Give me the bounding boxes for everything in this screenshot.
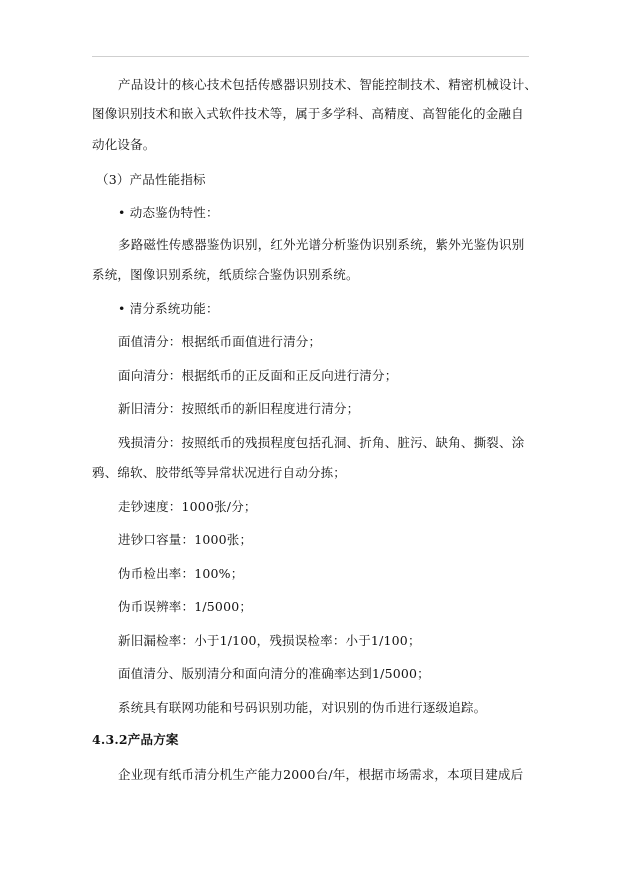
item-fitness-sorting: 新旧清分：按照纸币的新旧程度进行清分； (118, 401, 360, 416)
product-plan-paragraph-line-1: 企业现有纸币清分机生产能力2000台/年，根据市场需求，本项目建成后 (118, 767, 524, 782)
item-feed-speed: 走钞速度：1000张/分； (118, 499, 257, 514)
authentication-paragraph-line-1: 多路磁性传感器鉴伪识别，红外光谱分析鉴伪识别系统，紫外光鉴伪识别 (118, 237, 525, 252)
heading-product-plan: 4.3.2产品方案 (92, 732, 179, 747)
item-counterfeit-misjudge-rate: 伪币误辨率：1/5000； (118, 599, 253, 614)
item-denomination-sorting: 面值清分：根据纸币面值进行清分； (118, 334, 322, 349)
authentication-paragraph-line-2: 系统，图像识别系统，纸质综合鉴伪识别系统。 (92, 267, 359, 282)
item-damage-sorting-line-2: 鸦、绵软、胶带纸等异常状况进行自动分拣； (92, 465, 347, 480)
item-orientation-sorting: 面向清分：根据纸币的正反面和正反向进行清分； (118, 368, 398, 383)
intro-paragraph-line-2: 图像识别技术和嵌入式软件技术等，属于多学科、高精度、高智能化的金融自 (92, 106, 524, 121)
section-title: （3）产品性能指标 (96, 172, 206, 187)
header-rule (92, 56, 529, 57)
item-miss-detection-rate: 新旧漏检率：小于1/100，残损误检率：小于1/100； (118, 633, 421, 648)
item-counterfeit-detection-rate: 伪币检出率：100%； (118, 566, 244, 581)
intro-paragraph-line-3: 动化设备。 (92, 137, 156, 152)
bullet-sorting-functions: • 清分系统功能： (118, 301, 219, 316)
intro-paragraph-line-1: 产品设计的核心技术包括传感器识别技术、智能控制技术、精密机械设计、 (118, 77, 538, 92)
item-damage-sorting-line-1: 残损清分：按照纸币的残损程度包括孔洞、折角、脏污、缺角、撕裂、涂 (118, 435, 525, 450)
item-sorting-accuracy: 面值清分、版别清分和面向清分的准确率达到1/5000； (118, 666, 430, 681)
item-hopper-capacity: 进钞口容量：1000张； (118, 532, 253, 547)
item-network-tracking: 系统具有联网功能和号码识别功能，对识别的伪币进行逐级追踪。 (118, 700, 487, 715)
bullet-dynamic-authentication: • 动态鉴伪特性： (118, 205, 219, 220)
